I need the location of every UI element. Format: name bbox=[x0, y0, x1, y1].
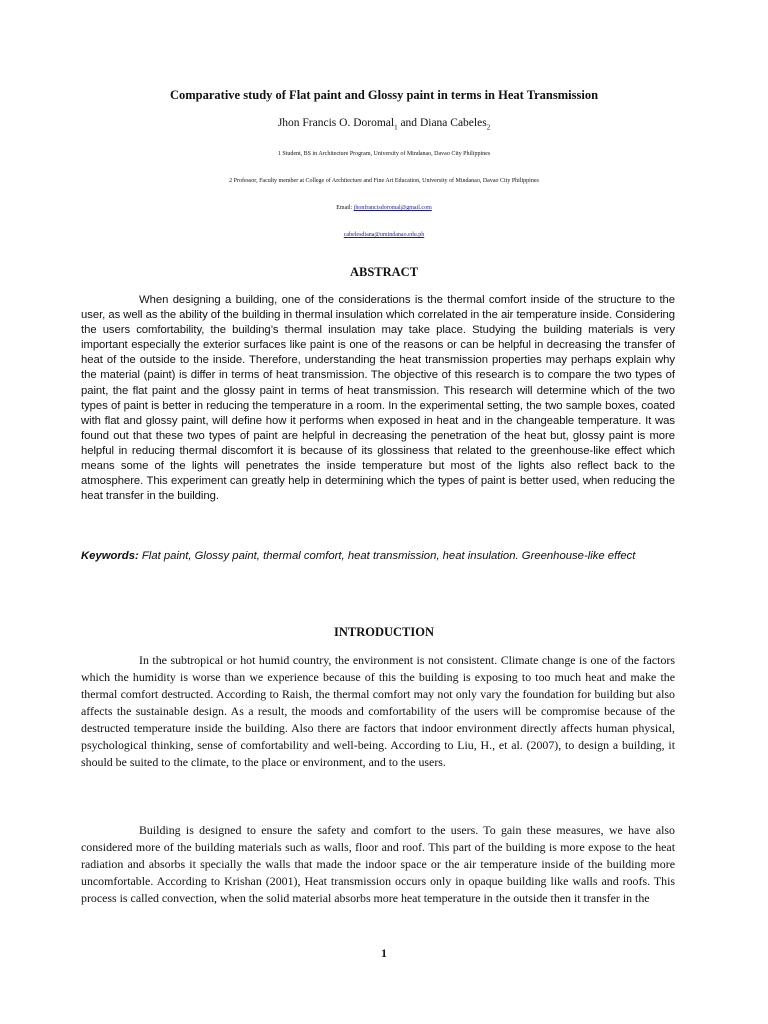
page-number: 1 bbox=[381, 948, 387, 960]
keywords-label: Keywords: bbox=[81, 550, 139, 562]
keywords-text: Flat paint, Glossy paint, thermal comfort, heat transmission, heat insulation. Greenhouse-like effect bbox=[138, 550, 636, 562]
author-1-affiliation-mark: 1 bbox=[394, 123, 398, 132]
author-2: Diana Cabeles bbox=[419, 117, 487, 129]
affiliation-1: 1 Student, BS in Architecture Program, University of Mindanao, Davao City Philippines bbox=[277, 151, 491, 157]
abstract-body: When designing a building, one of the considerations is the thermal comfort inside of the structure to the user, as well as the ability of the building in thermal insulation which correlated in the air temperature inside. Considering the users comfortability, the building’s thermal insulation may take place. Studying the building materials is very important especially the exterior surfaces like paint is one of the reasons or can be helpful in decreasing the transfer of heat of the outside to the inside. Therefore, understanding the heat transmission properties may perhaps explain why the material (paint) is differ in terms of heat transmission. The objective of this research is to compare the two types of paint, the flat paint and the glossy paint in terms of heat transmission. This research will determine which of the two types of paint is better in reducing the temperature in a room. In the experimental setting, the two sample boxes, coated with flat and glossy paint, will define how it performs when exposed in heat and in the changeable temperature. It was found out that these two types of paint are helpful in decreasing the penetration of the heat but, glossy paint is more helpful in reducing thermal discomfort it is because of its glossiness that related to the greenhouse-like effect which means some of the lights will penetrates the inside temperature but most of the lights also reflect back to the atmosphere. This experiment can greatly help in determining which the types of paint is better used, when reducing the heat transfer in the building. bbox=[81, 294, 676, 503]
keywords bbox=[81, 548, 675, 564]
introduction-paragraph-2: Building is designed to ensure the safety and comfort to the users. To gain these measures, we have also considered more of the building materials such as walls, floor and roof. This part of the building is more expose to the heat radiation and absorbs it specially the walls that made the indoor space or the air temperature inside of the building more uncomfortable. According to Krishan (2001), Heat transmission occurs only in opaque building like walls and roofs. This process is called convection, when the solid material absorbs more heat temperature in the outside then it transfer in the bbox=[81, 823, 675, 905]
email-line-2 bbox=[0, 232, 768, 238]
email-label: Email: bbox=[336, 205, 354, 211]
author-line bbox=[0, 117, 768, 131]
affiliation-2: 2 Professor, Faculty member at College of Architecture and Fine Art Education, University of Mindanao, Davao City Philippines bbox=[229, 178, 539, 184]
paper-title: Comparative study of Flat paint and Glossy paint in terms in Heat Transmission bbox=[169, 88, 599, 102]
author-1: Jhon Francis O. Doromal bbox=[277, 117, 395, 129]
email-link-1[interactable]: jhonfrancisdoromal@gmail.com bbox=[353, 205, 432, 211]
introduction-paragraph-1: In the subtropical or hot humid country, the environment is not consistent. Climate change is one of the factors which the humidity is worse than we experience because of this the building is exposing to too much heat and make the thermal comfort destructed. According to Raish, the thermal comfort may not only vary the foundation for building but also affects the sustainable design. As a result, the moods and comfortability of the users will be compromise because of the destructed temperature inside the building. Also there are factors that indoor environment directly affects human physical, psychological thinking, sense of comfortability and well-being. According to Liu, H., et al. (2007), to design a building, it should be suited to the climate, to the place or environment, and to the users. bbox=[81, 653, 675, 769]
author-conjunction: and bbox=[397, 117, 420, 129]
abstract-heading: ABSTRACT bbox=[349, 265, 419, 279]
introduction-heading: INTRODUCTION bbox=[333, 625, 434, 639]
email-line bbox=[0, 205, 768, 211]
author-2-affiliation-mark: 2 bbox=[486, 123, 491, 132]
email-link-2[interactable]: cabelesdiana@umindanao.edu.ph bbox=[343, 232, 425, 238]
